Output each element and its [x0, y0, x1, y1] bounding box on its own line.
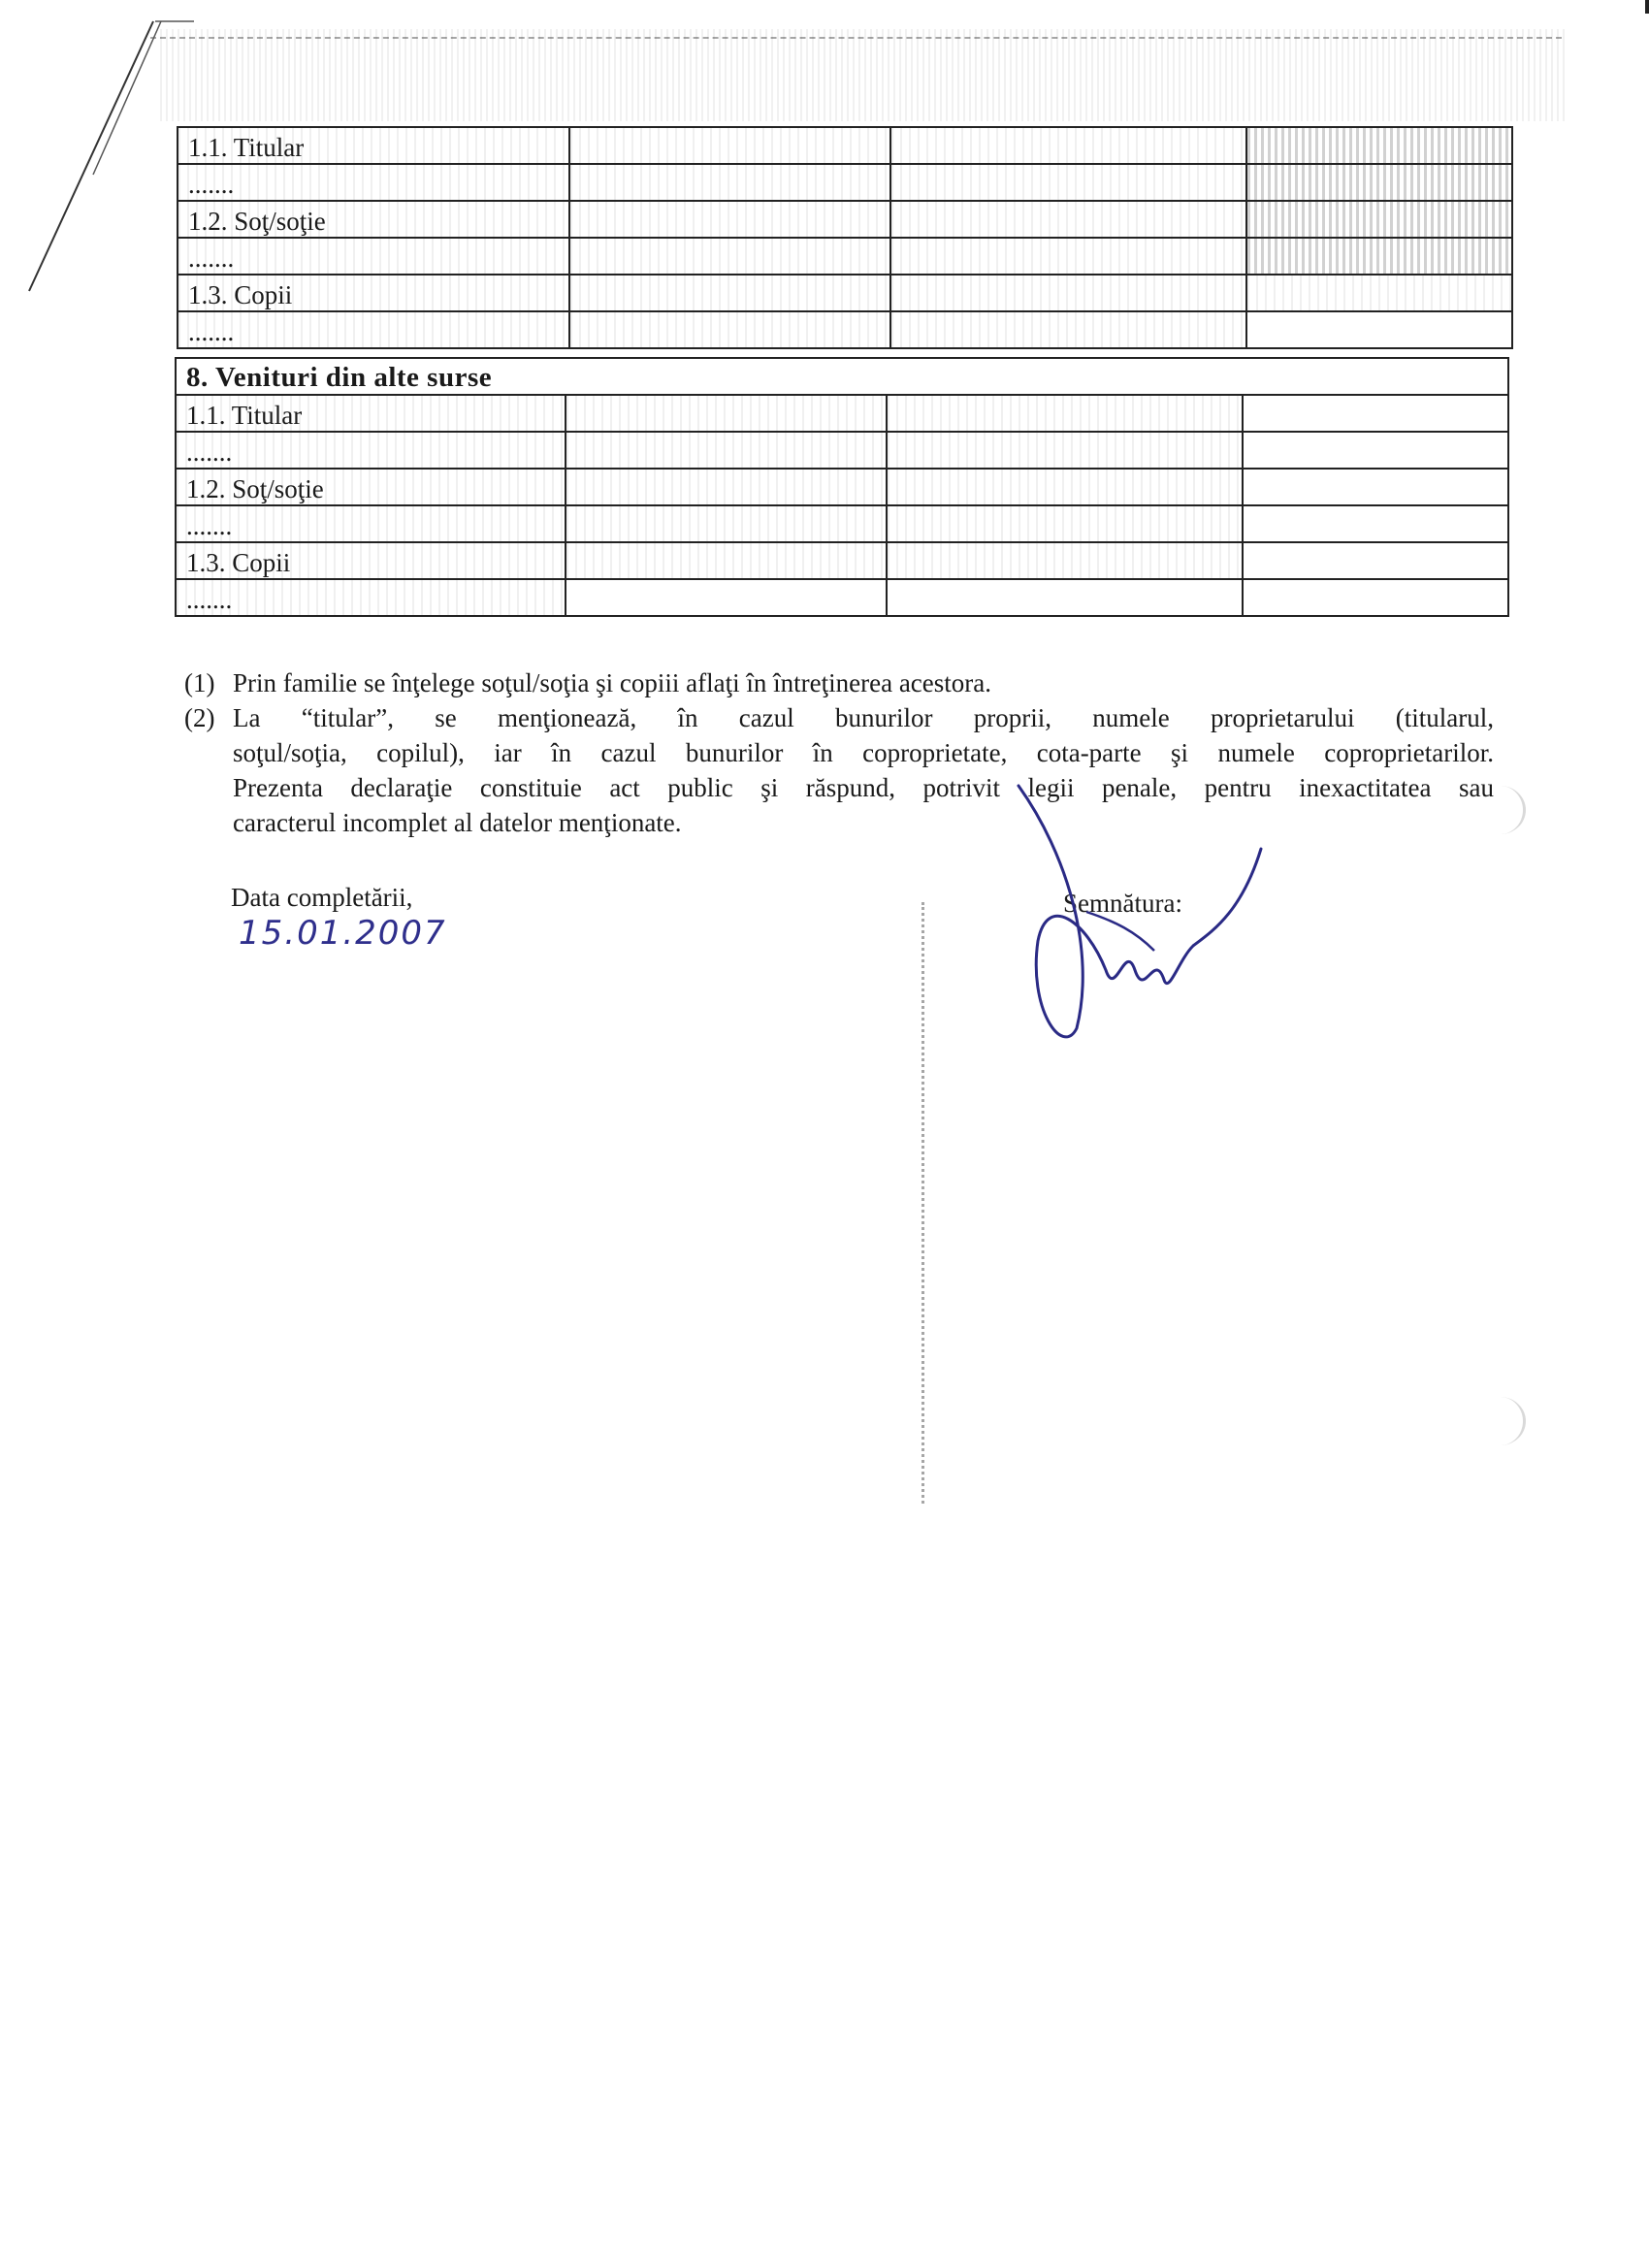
section-header-row [176, 358, 1508, 395]
row-label: ....... [178, 311, 569, 348]
table-cell [1246, 164, 1512, 201]
footnote-number: (2) [184, 703, 215, 732]
table-cell [890, 311, 1246, 348]
table-cell [887, 395, 1243, 432]
table-cell [1246, 238, 1512, 275]
table-cell [1243, 505, 1508, 542]
row-label: 1.2. Soţ/soţie [178, 201, 569, 238]
footnote-1 [184, 665, 1494, 700]
table-cell [887, 505, 1243, 542]
table-cell [569, 238, 890, 275]
table-row [176, 542, 1508, 579]
date-value: 15.01.2007 [239, 914, 447, 953]
table-cell [569, 311, 890, 348]
table-cell [1243, 469, 1508, 505]
table-cell [566, 542, 887, 579]
handwritten-signature [1009, 776, 1280, 1048]
row-label: 1.2. Soţ/soţie [176, 469, 566, 505]
table-cell [1246, 127, 1512, 164]
table-cell [566, 469, 887, 505]
table-cell [890, 275, 1246, 311]
scan-hole-mark [1474, 1397, 1526, 1445]
row-label: ....... [178, 238, 569, 275]
scan-hole-mark [1474, 786, 1526, 834]
footnote-text: caracterul incomplet al datelor menţionate. [233, 808, 682, 837]
table-cell [890, 164, 1246, 201]
row-label: 1.3. Copii [178, 275, 569, 311]
table-cell [887, 579, 1243, 616]
row-label: ....... [178, 164, 569, 201]
table-cell [1243, 579, 1508, 616]
footnote-number: (1) [184, 668, 215, 697]
table-row [178, 238, 1512, 275]
scan-fold-line [922, 902, 924, 1504]
row-label: 1.3. Copii [176, 542, 566, 579]
table-cell [1243, 395, 1508, 432]
table-cell [566, 395, 887, 432]
table-cell [1246, 275, 1512, 311]
scan-corner-line [0, 0, 194, 310]
table-cell [569, 127, 890, 164]
table-cell [569, 164, 890, 201]
table-row [176, 469, 1508, 505]
table-cell [1246, 201, 1512, 238]
footnote-text: Prin familie se înţelege soţul/soţia şi copiii aflaţi în întreţinerea acestora. [233, 668, 991, 697]
table-cell [566, 579, 887, 616]
cut-line-header [150, 37, 1562, 49]
income-table-other-sources [175, 357, 1509, 617]
table-row [178, 311, 1512, 348]
row-label: ....... [176, 579, 566, 616]
footnote-text: Prezenta declaraţie constituie act public şi răspund, potrivit legii penale, pentru inexactitatea sau [233, 773, 1494, 802]
table-cell [566, 505, 887, 542]
table-cell [890, 127, 1246, 164]
table-row [176, 505, 1508, 542]
table-cell [887, 542, 1243, 579]
table-cell [566, 432, 887, 469]
row-label: ....... [176, 432, 566, 469]
table-cell [890, 201, 1246, 238]
income-table-upper [177, 126, 1513, 349]
table-cell [887, 432, 1243, 469]
table-row [176, 579, 1508, 616]
footnote-text: soţul/soţia, copilul), iar în cazul bunurilor în coproprietate, cota-parte şi numele coproprietarilor. [233, 738, 1494, 767]
signature-label: Semnătura: [1063, 889, 1182, 918]
footnotes [184, 665, 1494, 840]
row-label: 1.1. Titular [178, 127, 569, 164]
table-cell [887, 469, 1243, 505]
table-row [178, 127, 1512, 164]
row-label: 1.1. Titular [176, 395, 566, 432]
table-cell [1243, 542, 1508, 579]
table-cell [1243, 432, 1508, 469]
scan-edge-mark [1645, 0, 1649, 14]
footnote-2 [184, 700, 1494, 735]
table-row [178, 164, 1512, 201]
table-row [178, 275, 1512, 311]
date-label: Data completării, [231, 883, 413, 912]
table-row [178, 201, 1512, 238]
table-cell [569, 275, 890, 311]
table-cell [1246, 311, 1512, 348]
footnote-text: La “titular”, se menţionează, în cazul bunurilor proprii, numele proprietarului (titularul, [233, 703, 1494, 732]
row-label: ....... [176, 505, 566, 542]
section-title: 8. Venituri din alte surse [176, 358, 1508, 395]
table-row [176, 432, 1508, 469]
table-cell [569, 201, 890, 238]
table-row [176, 395, 1508, 432]
table-cell [890, 238, 1246, 275]
